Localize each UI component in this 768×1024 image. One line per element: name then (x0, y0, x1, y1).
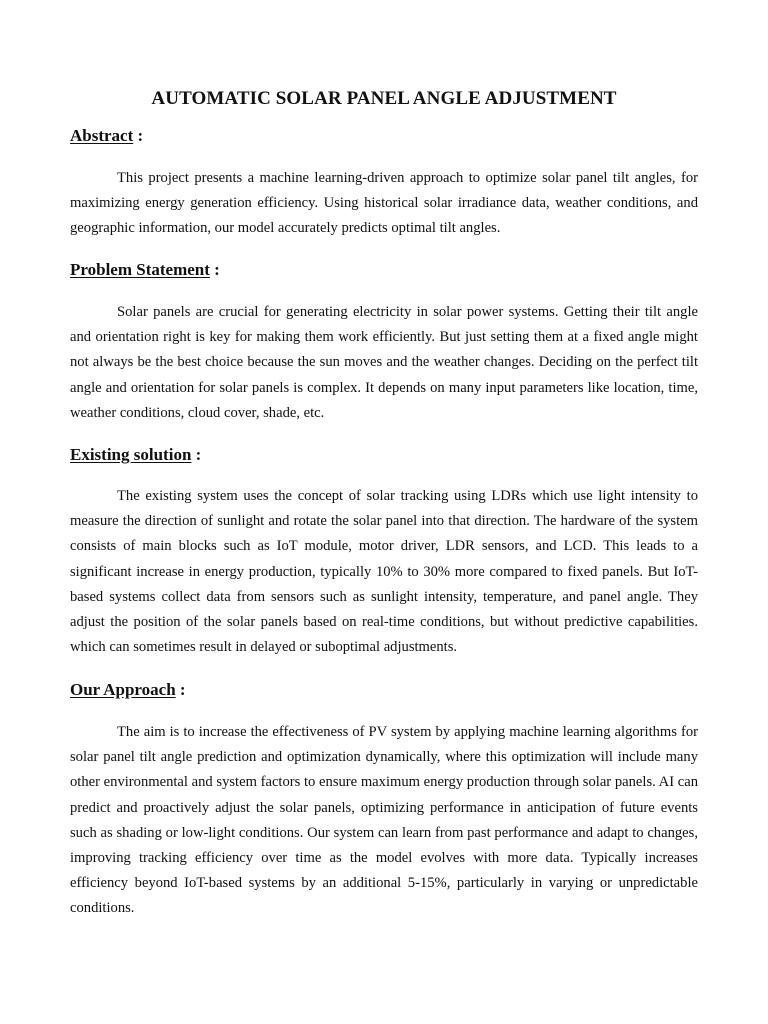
heading-abstract-colon: : (133, 126, 144, 145)
heading-abstract (70, 126, 143, 146)
heading-existing-solution-text: Existing solution (70, 445, 192, 464)
heading-existing-solution (70, 445, 201, 465)
paragraph-problem-statement: Solar panels are crucial for generating electricity in solar power systems. Getting their tilt angle and orientation right is key for making them work efficiently. But just setting them at a fixed angle might not always be the best choice because the sun moves and the weather changes. Deciding on the perfect tilt angle and orientation for solar panels is complex. It depends on many input parameters like location, time, weather conditions, cloud cover, shade, etc. (70, 304, 698, 421)
paragraph-existing-solution: The existing system uses the concept of solar tracking using LDRs which use light intensity to measure the direction of sunlight and rotate the solar panel into that direction. The hardware of the system consists of main blocks such as IoT module, motor driver, LDR sensors, and LCD. This leads to a significant increase in energy production, typically 10% to 30% more compared to fixed panels. But IoT-based systems collect data from sensors such as sunlight intensity, temperature, and panel angle. They adjust the position of the solar panels based on real-time conditions, but without predictive capabilities. which can sometimes result in delayed or suboptimal adjustments. (70, 488, 698, 656)
heading-problem-statement (70, 260, 220, 280)
paragraph-abstract: This project presents a machine learning-driven approach to optimize solar panel tilt angles, for maximizing energy generation efficiency. Using historical solar irradiance data, weather conditions, and geographic information, our model accurately predicts optimal tilt angles. (70, 170, 698, 237)
heading-abstract-text: Abstract (70, 126, 134, 145)
paragraph-our-approach: The aim is to increase the effectiveness of PV system by applying machine learning algorithms for solar panel tilt angle prediction and optimization dynamically, where this optimization will include many other environmental and system factors to ensure maximum energy production through solar panels. AI can predict and proactively adjust the solar panels, optimizing performance in anticipation of future events such as shading or low-light conditions. Our system can learn from past performance and adapt to changes, improving tracking efficiency over time as the model evolves with more data. Typically increases efficiency beyond IoT-based systems by an additional 5-15%, particularly in varying or unpredictable conditions. (70, 724, 698, 917)
document-title: AUTOMATIC SOLAR PANEL ANGLE ADJUSTMENT (151, 88, 617, 109)
heading-existing-solution-colon: : (191, 445, 202, 464)
heading-problem-statement-colon: : (209, 260, 220, 279)
heading-our-approach (70, 680, 186, 700)
heading-problem-statement-text: Problem Statement (70, 260, 210, 279)
heading-our-approach-text: Our Approach (70, 680, 176, 699)
heading-our-approach-colon: : (175, 680, 186, 699)
